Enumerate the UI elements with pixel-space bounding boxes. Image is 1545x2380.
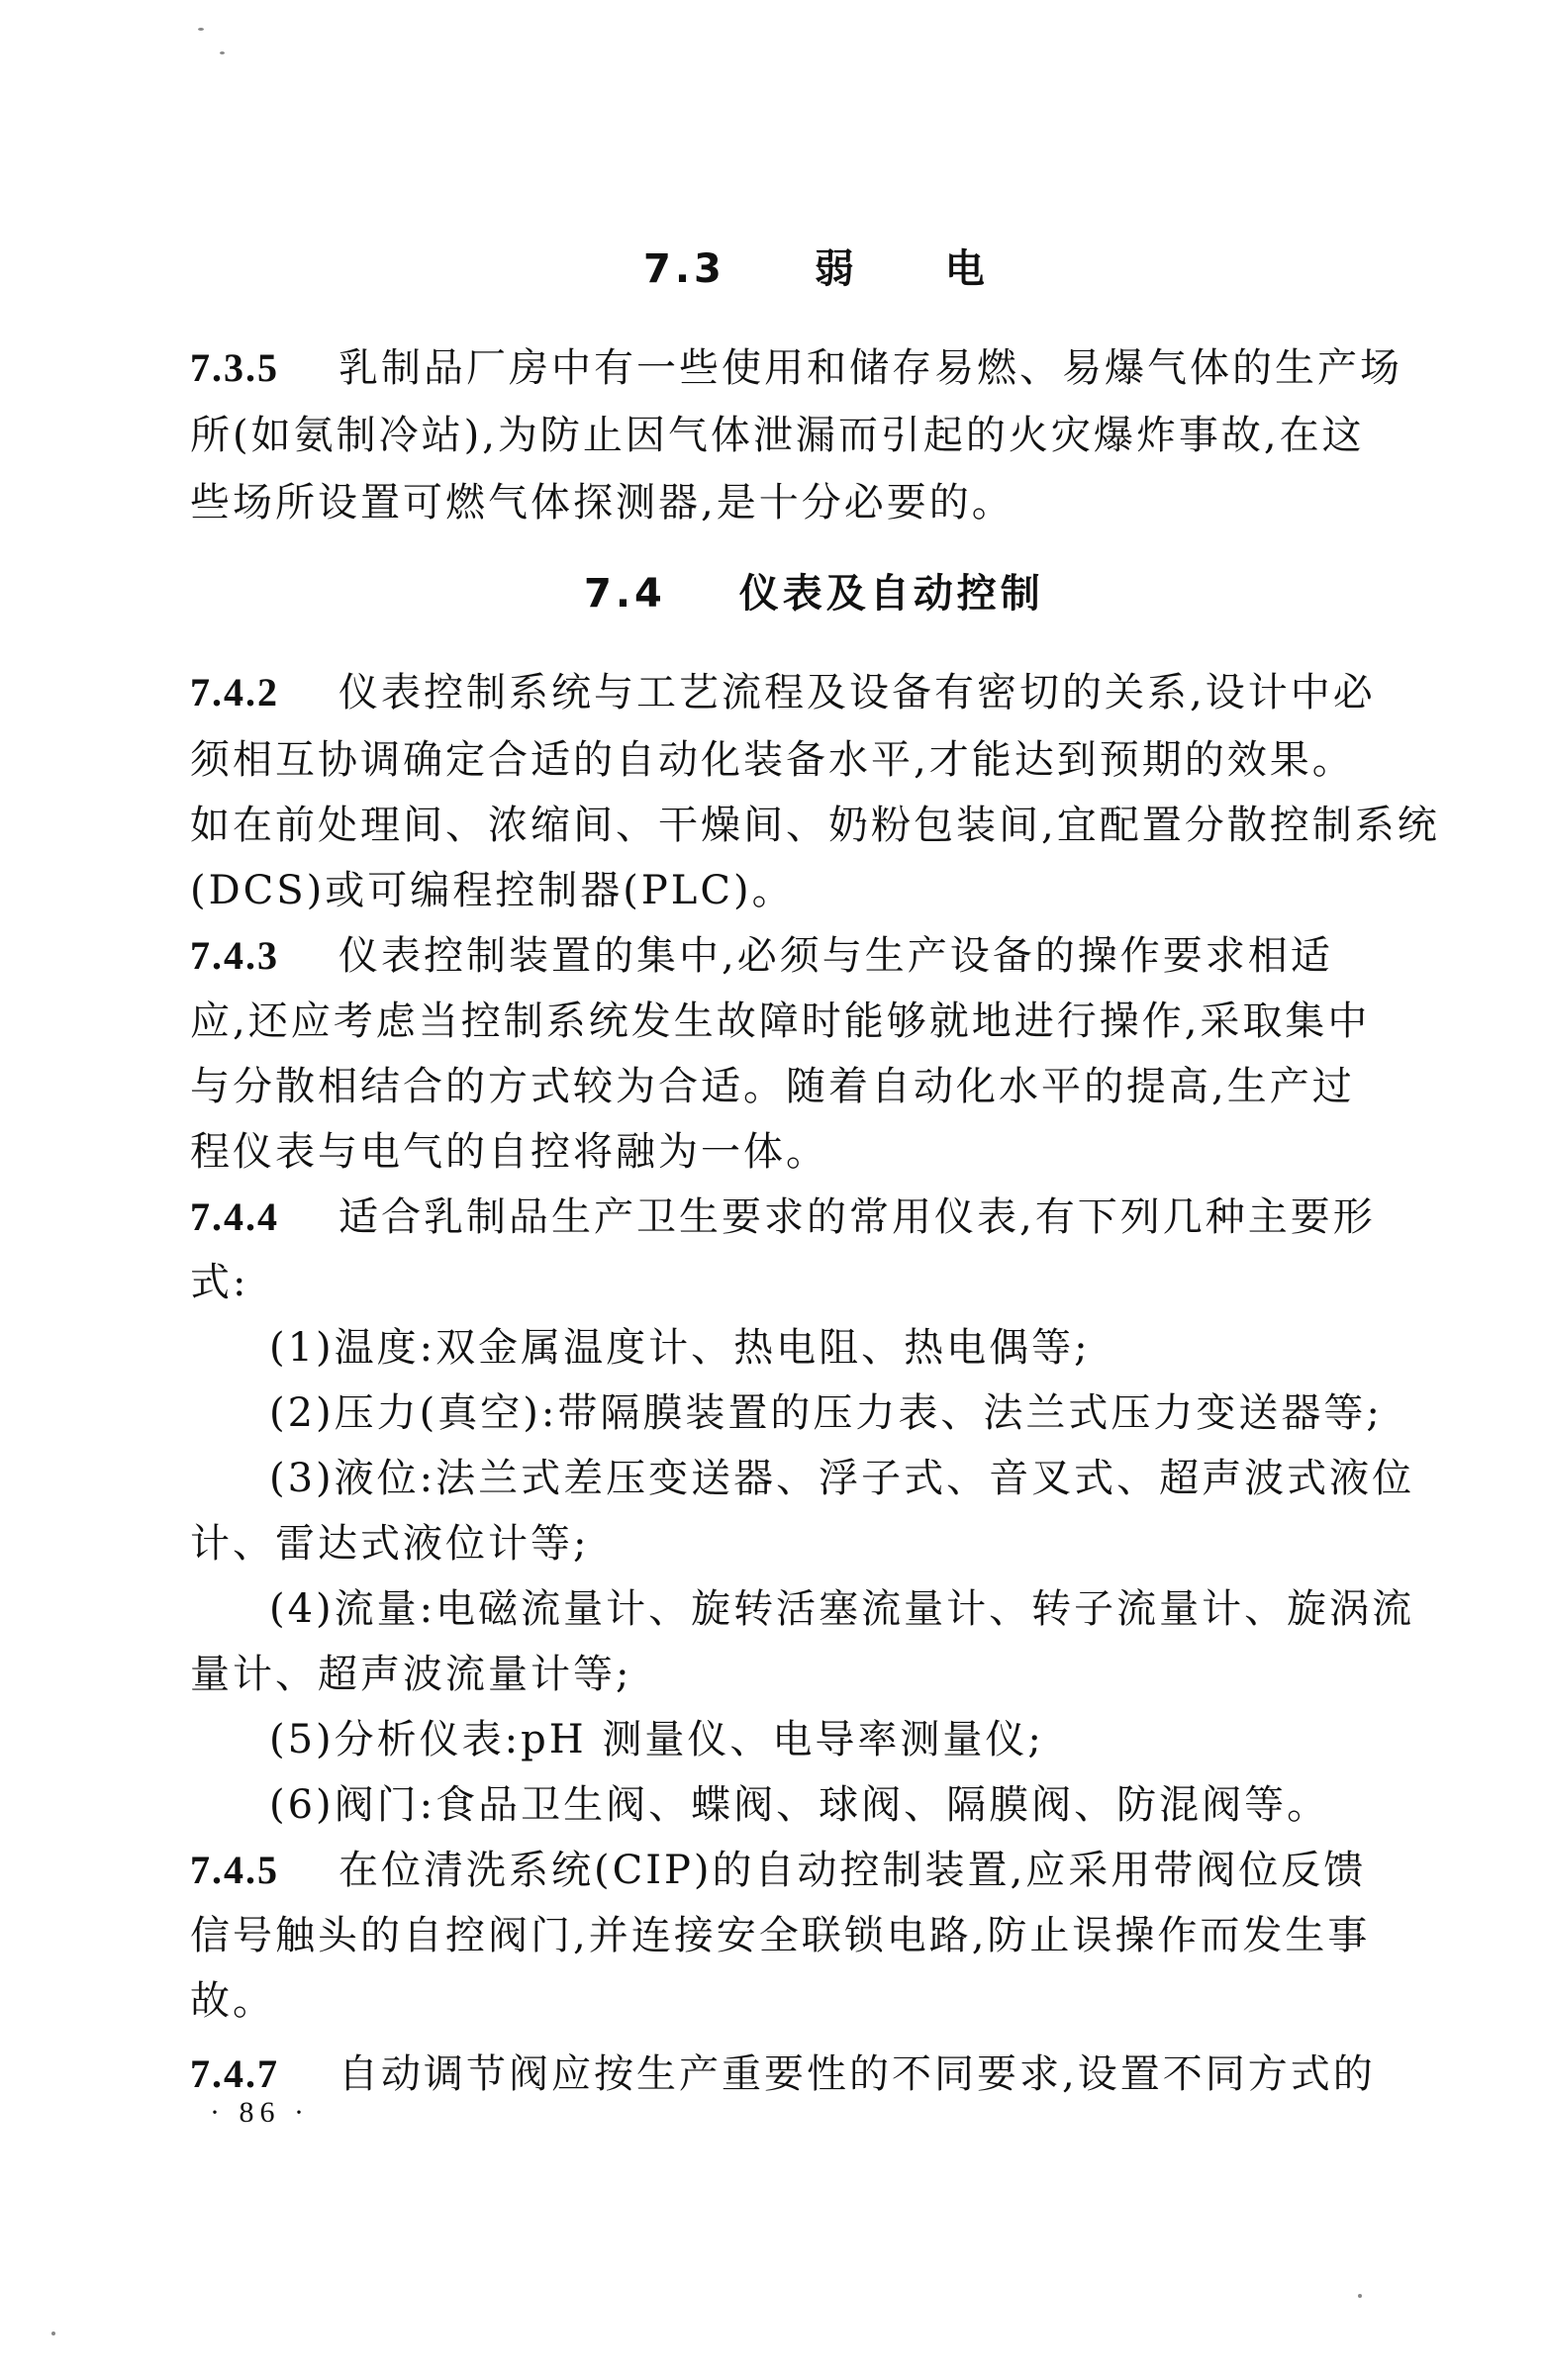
clause-text-line: 与分散相结合的方式较为合适。随着自动化水平的提高,生产过: [190, 1064, 1355, 1109]
clause-text-line: 故。: [190, 1978, 275, 2024]
list-item: (3)液位:法兰式差压变送器、浮子式、音叉式、超声波式液位: [269, 1456, 1415, 1501]
scan-speck: [1358, 2294, 1362, 2298]
clause-text-line: 如在前处理间、浓缩间、干燥间、奶粉包装间,宜配置分散控制系统: [190, 803, 1440, 848]
clause-number: 7.4.3: [190, 933, 279, 978]
clause-text-line: 乳制品厂房中有一些使用和储存易燃、易爆气体的生产场: [338, 345, 1402, 391]
scan-speck: [220, 51, 225, 54]
clause-text-line: 程仪表与电气的自控将融为一体。: [190, 1129, 828, 1175]
clause-text-line: (DCS)或可编程控制器(PLC)。: [190, 868, 795, 913]
list-item: (4)流量:电磁流量计、旋转活塞流量计、转子流量计、旋涡流: [269, 1586, 1415, 1632]
clause-number: 7.4.5: [190, 1848, 279, 1892]
heading-number: 7.4: [584, 571, 666, 617]
heading-title: 弱 电: [814, 246, 989, 292]
clause-7-4-2: [190, 661, 1376, 717]
list-item: (1)温度:双金属温度计、热电阻、热电偶等;: [269, 1325, 1091, 1371]
clause-text-line: 所(如氨制冷站),为防止因气体泄漏而引起的火灾爆炸事故,在这: [190, 413, 1365, 458]
heading-title: 仪表及自动控制: [738, 571, 1044, 617]
scan-speck: [198, 28, 204, 31]
heading-number: 7.3: [643, 246, 725, 292]
list-item: (5)分析仪表:pH 测量仪、电导率测量仪;: [269, 1717, 1044, 1762]
clause-number: 7.4.4: [190, 1194, 279, 1239]
clause-7-3-5: [190, 336, 1402, 393]
section-heading-7-4: [584, 562, 1044, 619]
clause-text-line: 在位清洗系统(CIP)的自动控制装置,应采用带阀位反馈: [338, 1848, 1367, 1893]
clause-7-4-3: [190, 924, 1333, 981]
clause-text-line: 适合乳制品生产卫生要求的常用仪表,有下列几种主要形: [338, 1194, 1376, 1240]
clause-7-4-5: [190, 1839, 1366, 1895]
clause-text-line: 仪表控制装置的集中,必须与生产设备的操作要求相适: [338, 933, 1333, 979]
clause-number: 7.3.5: [190, 345, 279, 390]
scan-speck: [51, 2332, 55, 2335]
list-item: 量计、超声波流量计等;: [190, 1652, 632, 1697]
list-item: (2)压力(真空):带隔膜装置的压力表、法兰式压力变送器等;: [269, 1390, 1383, 1436]
clause-text-line: 式:: [190, 1260, 249, 1305]
clause-text-line: 自动调节阀应按生产重要性的不同要求,设置不同方式的: [338, 2051, 1376, 2097]
clause-text-line: 仪表控制系统与工艺流程及设备有密切的关系,设计中必: [338, 670, 1376, 715]
list-item: (6)阀门:食品卫生阀、蝶阀、球阀、隔膜阀、防混阀等。: [269, 1782, 1330, 1828]
list-item: 计、雷达式液位计等;: [190, 1521, 590, 1567]
clause-text-line: 信号触头的自控阀门,并连接安全联锁电路,防止误操作而发生事: [190, 1913, 1371, 1958]
page-number: · 86 ·: [210, 2096, 310, 2129]
clause-number: 7.4.7: [190, 2051, 279, 2096]
section-heading-7-3: [643, 238, 989, 294]
clause-text-line: 些场所设置可燃气体探测器,是十分必要的。: [190, 480, 1014, 525]
clause-7-4-4: [190, 1186, 1376, 1242]
clause-number: 7.4.2: [190, 670, 279, 714]
clause-text-line: 须相互协调确定合适的自动化装备水平,才能达到预期的效果。: [190, 737, 1355, 783]
clause-text-line: 应,还应考虑当控制系统发生故障时能够就地进行操作,采取集中: [190, 999, 1371, 1044]
clause-7-4-7: [190, 2043, 1376, 2099]
